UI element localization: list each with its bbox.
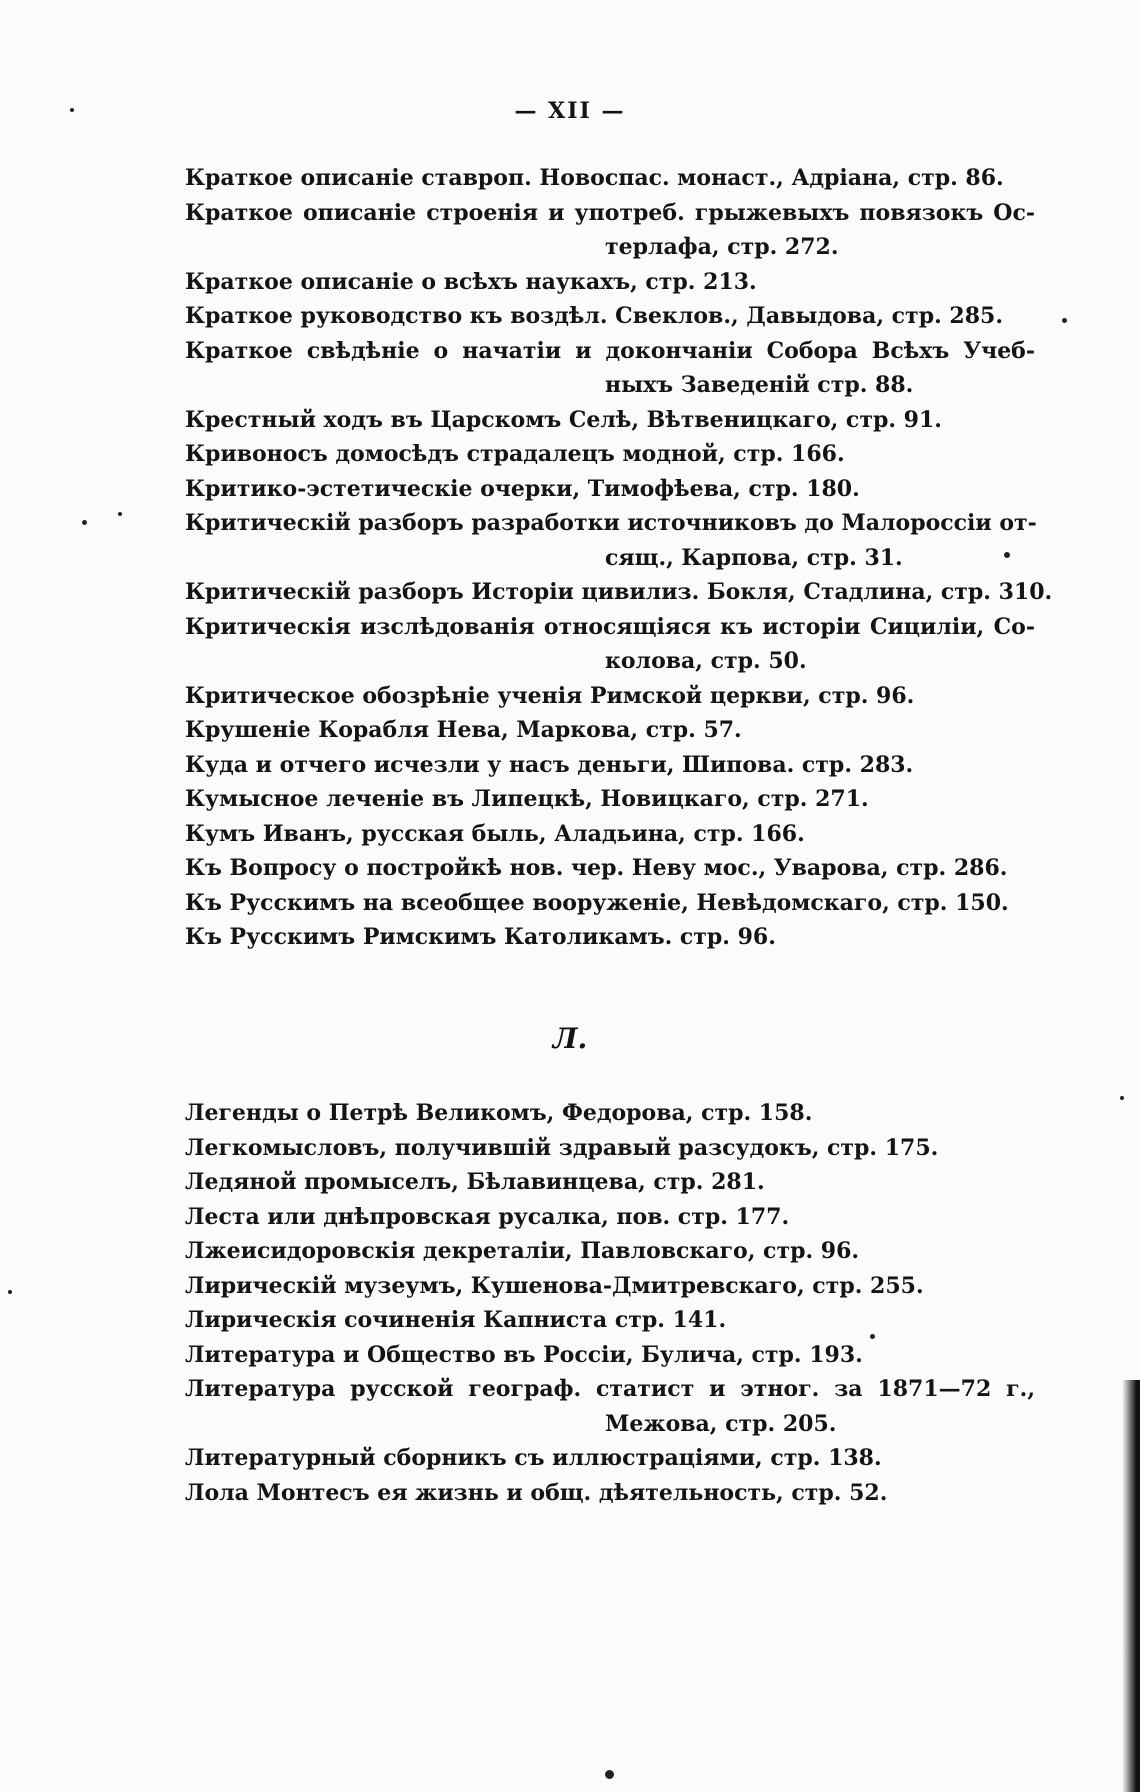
- index-entry: [185, 1269, 1035, 1304]
- entry-text: Легенды о Петрѣ Великомъ, Федорова, стр. 158.: [185, 1100, 813, 1126]
- entry-text: Крестный ходъ въ Царскомъ Селѣ, Вѣтвеницкаго, стр. 91.: [185, 406, 942, 433]
- entry-text: Литература русской географ. статист и этног. за 1871—72 г.,: [185, 1376, 1035, 1402]
- entry-continuation: ныхъ Заведеній стр. 88.: [605, 372, 914, 398]
- index-section-k: [185, 161, 1053, 955]
- index-entry: [185, 299, 1035, 334]
- entry-text: Краткое свѣдѣніе о начатіи и докончаніи Собора Всѣхъ Учеб-: [185, 337, 1035, 364]
- entry-text: Краткое описаніе строенія и употреб. грыжевыхъ повязокъ Ос-: [185, 199, 1035, 226]
- index-entry: [185, 920, 1035, 955]
- entry-text: Леста или днѣпровская русалка, пов. стр. 177.: [185, 1203, 790, 1230]
- index-entry: [185, 851, 1035, 886]
- entry-text: Крушеніе Корабля Нева, Маркова, стр. 57.: [185, 717, 742, 743]
- entry-text: Къ Вопросу о постройкѣ нов. чер. Неву мос., Уварова, стр. 286.: [185, 855, 1008, 881]
- index-entry: [185, 1476, 1035, 1511]
- entry-text: Литературный сборникъ съ иллюстраціями, стр. 138.: [185, 1445, 882, 1471]
- entry-text: Критическія изслѣдованія относящіяся къ исторіи Сициліи, Со-: [185, 613, 1035, 640]
- entry-text: Лирическій музеумъ, Кушенова-Дмитревскаго, стр. 255.: [185, 1272, 924, 1299]
- index-entry: [185, 782, 1035, 817]
- entry-continuation: сящ., Карпова, стр. 31.: [605, 544, 903, 571]
- index-entry: [185, 196, 1035, 265]
- index-entry: [185, 506, 1035, 575]
- index-entry: [185, 1372, 1035, 1441]
- scan-speck: [1004, 552, 1010, 558]
- index-entry: [185, 472, 1035, 507]
- index-entry: [185, 161, 1035, 196]
- index-entry: [185, 1303, 1035, 1338]
- entry-continuation: терлафа, стр. 272.: [605, 234, 839, 260]
- entry-text: Кривоносъ домосѣдъ страдалецъ модной, стр. 166.: [185, 441, 845, 467]
- page-edge-shadow: [1122, 1380, 1140, 1792]
- entry-text: Ледяной промыселъ, Бѣлавинцева, стр. 281.: [185, 1169, 765, 1195]
- entry-text: Легкомысловъ, получившій здравый разсудокъ, стр. 175.: [185, 1134, 939, 1161]
- index-entry: [185, 679, 1035, 714]
- index-entry: [185, 886, 1035, 921]
- entry-text: Краткое руководство къ воздѣл. Свеклов., Давыдова, стр. 285.: [185, 303, 1003, 329]
- index-entry: [185, 610, 1035, 679]
- index-entry: [185, 334, 1035, 403]
- entry-text: Куда и отчего исчезли у насъ деньги, Шипова. стр. 283.: [185, 751, 914, 778]
- index-entry: [185, 575, 1053, 610]
- index-entry: [185, 748, 1035, 783]
- entry-text: Критическій разборъ Исторіи цивилиз. Бокля, Стадлина, стр. 310.: [185, 579, 1053, 605]
- entry-text: Лирическія сочиненія Капниста стр. 141.: [185, 1307, 727, 1333]
- entry-text: Лола Монтесъ ея жизнь и общ. дѣятельность, стр. 52.: [185, 1479, 888, 1506]
- entry-text: Лжеисидоровскія декреталіи, Павловскаго, стр. 96.: [185, 1238, 860, 1264]
- section-heading-l: Л.: [552, 1022, 588, 1055]
- index-entry: [185, 437, 1035, 472]
- scan-speck: [82, 520, 87, 525]
- entry-text: Къ Русскимъ Римскимъ Католикамъ. стр. 96.: [185, 924, 776, 950]
- index-entry: [185, 265, 1035, 300]
- index-entry: [185, 713, 1035, 748]
- entry-continuation: колова, стр. 50.: [605, 648, 807, 674]
- scan-speck: [8, 1290, 12, 1294]
- scan-speck: [118, 512, 122, 516]
- index-entry: [185, 1165, 1035, 1200]
- entry-text: Критическій разборъ разработки источниковъ до Малороссіи от-: [185, 510, 1037, 536]
- scan-speck: [605, 1770, 614, 1779]
- index-entry: [185, 1441, 1035, 1476]
- scan-speck: [870, 1334, 875, 1339]
- index-entry: [185, 403, 1035, 438]
- index-section-l: [185, 1096, 1035, 1510]
- entry-continuation: Межова, стр. 205.: [605, 1410, 837, 1437]
- index-entry: [185, 1096, 1035, 1131]
- scan-speck: [1062, 318, 1067, 323]
- index-entry: [185, 1234, 1035, 1269]
- entry-text: Кумъ Иванъ, русская быль, Аладьина, стр. 166.: [185, 820, 805, 847]
- entry-text: Краткое описаніе ставроп. Новоспас. монаст., Адріана, стр. 86.: [185, 165, 1004, 191]
- entry-text: Кумысное леченіе въ Липецкѣ, Новицкаго, стр. 271.: [185, 786, 869, 812]
- entry-text: Къ Русскимъ на всеобщее вооруженіе, Невѣдомскаго, стр. 150.: [185, 889, 1009, 916]
- page-number: — XII —: [514, 98, 626, 124]
- index-entry: [185, 817, 1035, 852]
- entry-text: Литература и Общество въ Россіи, Булича, стр. 193.: [185, 1341, 863, 1368]
- index-entry: [185, 1131, 1035, 1166]
- scan-speck: [1120, 1096, 1124, 1100]
- entry-text: Критико-эстетическіе очерки, Тимофѣева, стр. 180.: [185, 475, 860, 502]
- entry-text: Краткое описаніе о всѣхъ наукахъ, стр. 213.: [185, 268, 757, 295]
- scan-speck: [70, 108, 74, 112]
- index-entry: [185, 1338, 1035, 1373]
- index-entry: [185, 1200, 1035, 1235]
- entry-text: Критическое обозрѣніе ученія Римской церкви, стр. 96.: [185, 682, 915, 709]
